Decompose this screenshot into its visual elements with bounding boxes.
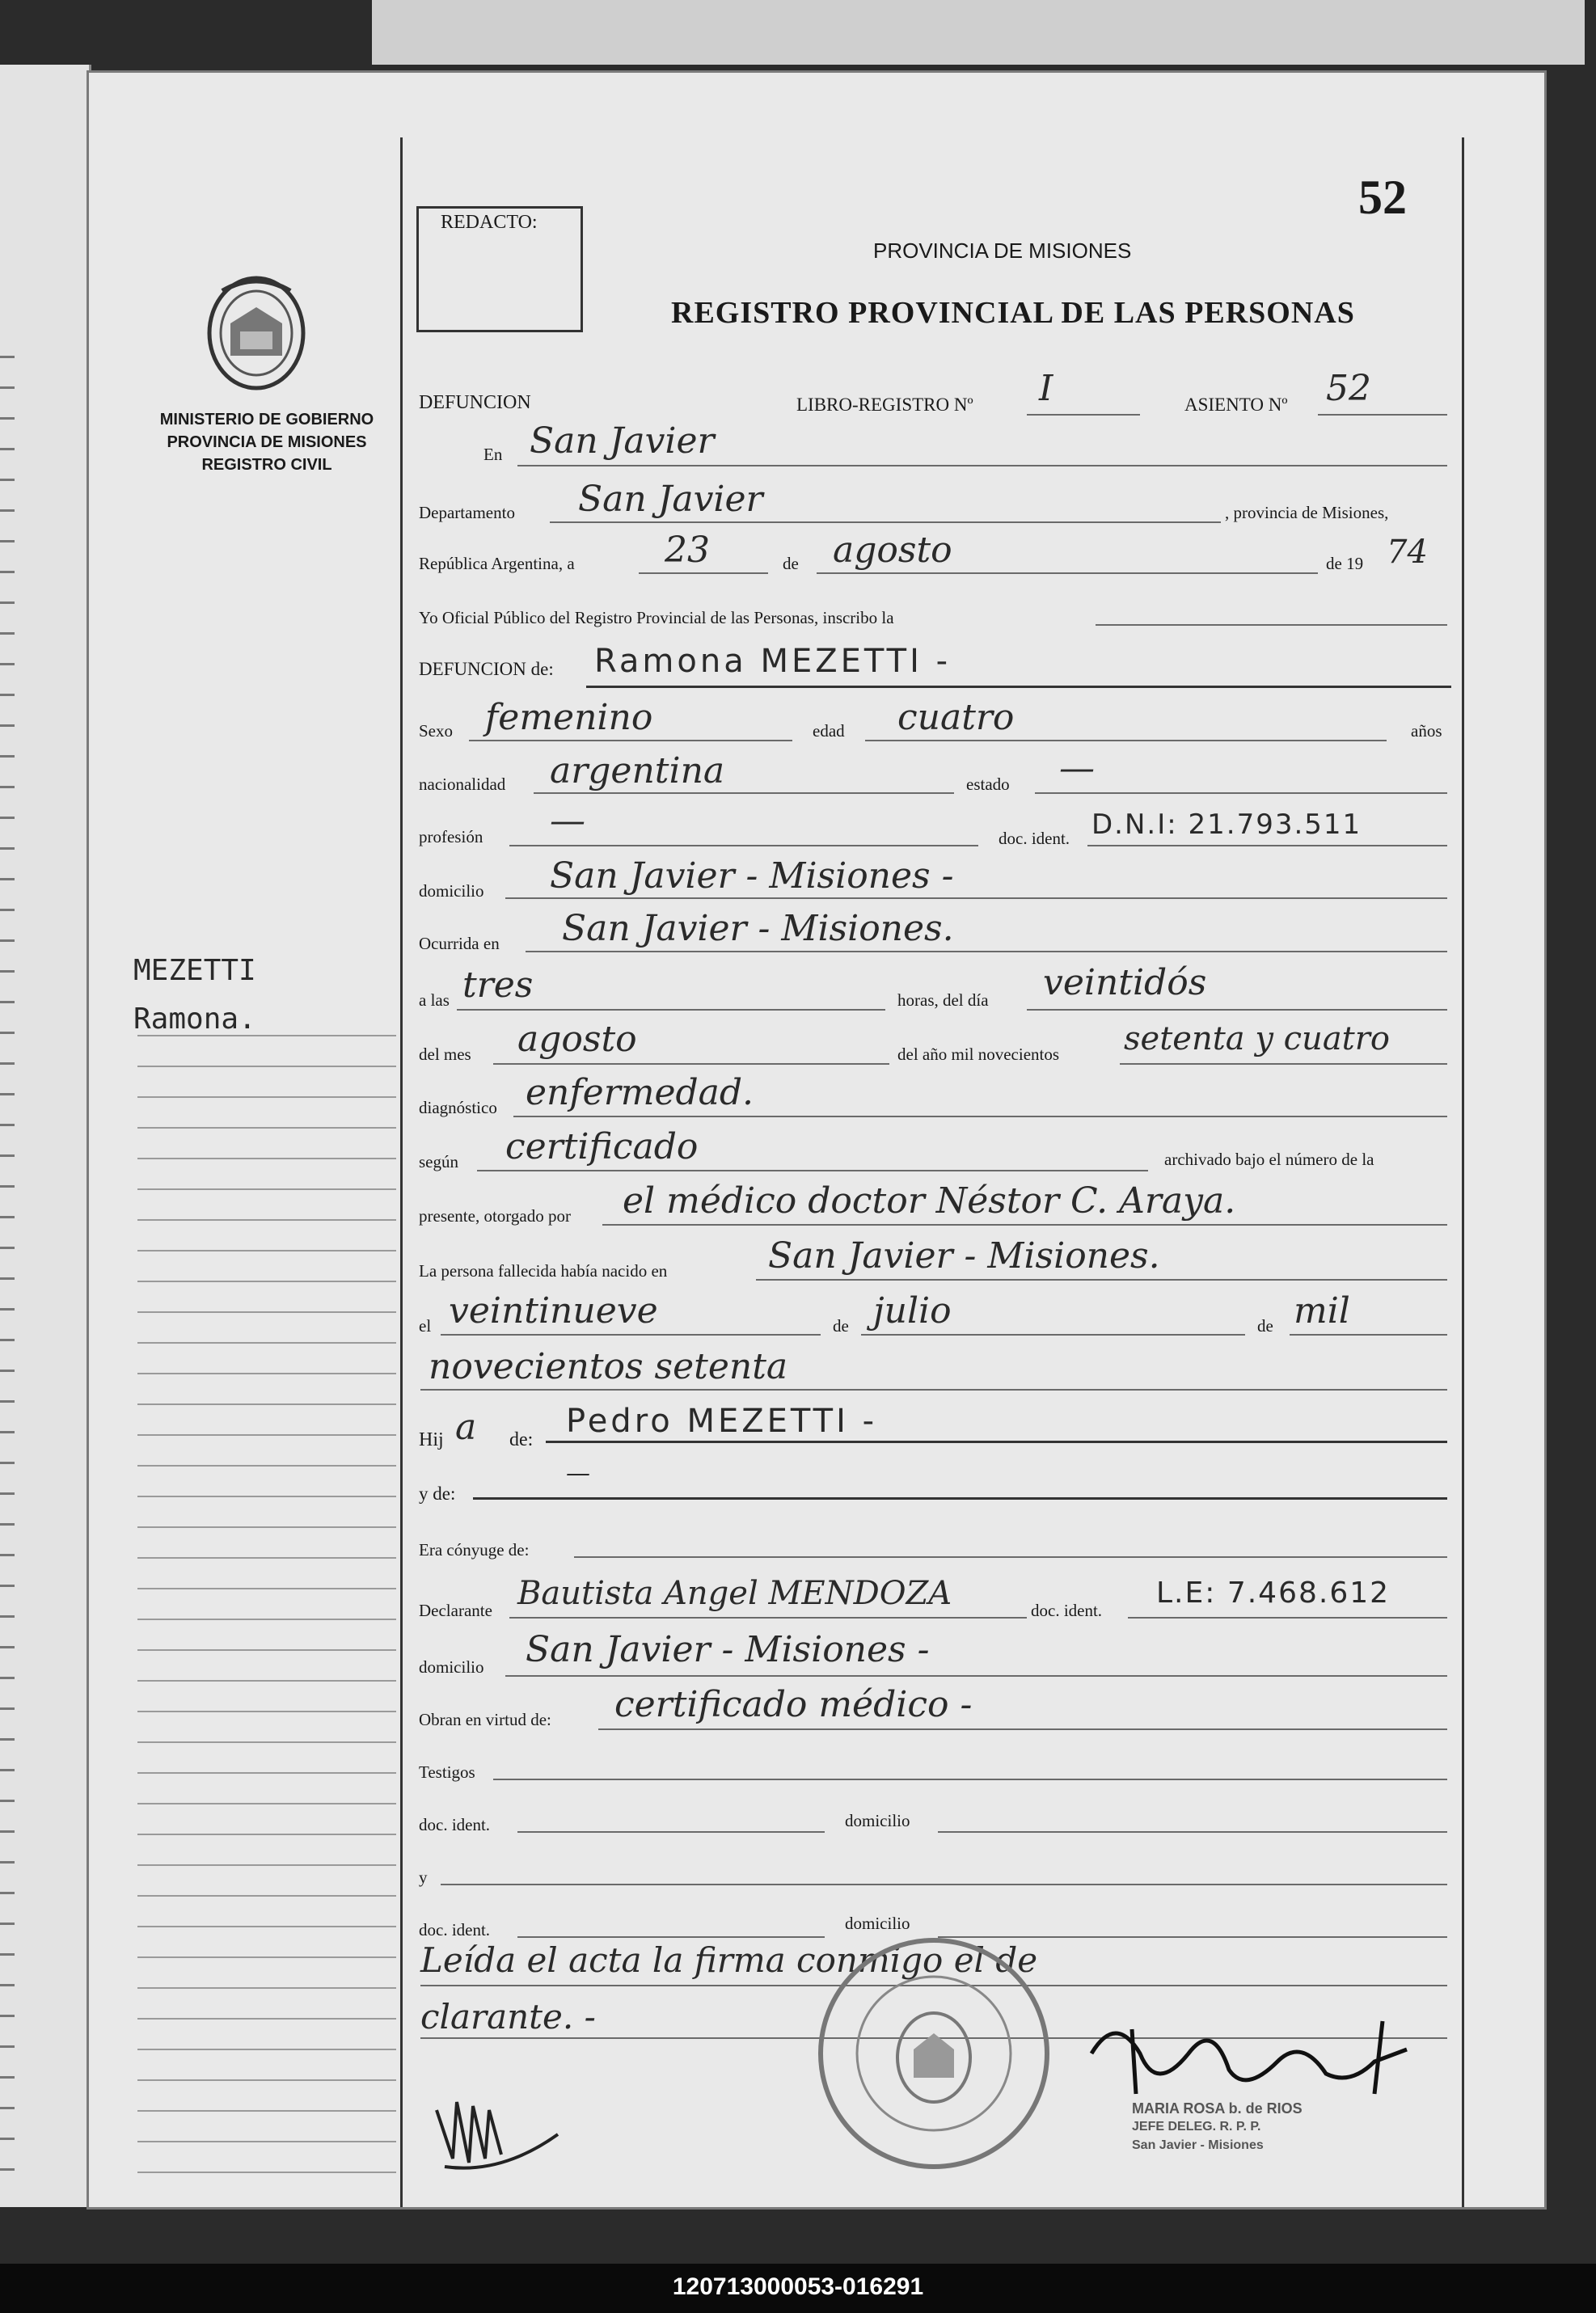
rule xyxy=(1027,414,1140,416)
previous-page-ruled-line xyxy=(0,878,15,880)
previous-page-ruled-line xyxy=(0,1216,15,1218)
profesion-value: — xyxy=(550,800,585,842)
official-title-caption: JEFE DELEG. R. P. P. xyxy=(1132,2120,1261,2134)
stub-ruled-line xyxy=(137,1219,396,1221)
nac-mes-value: julio xyxy=(873,1290,952,1332)
rule xyxy=(865,740,1387,741)
sexo-value: femenino xyxy=(485,697,653,738)
rule xyxy=(817,572,1318,574)
rule xyxy=(861,1334,1245,1336)
doc-ident-value: D.N.I: 21.793.511 xyxy=(1091,808,1362,841)
rule xyxy=(756,1279,1447,1281)
previous-page-ruled-line xyxy=(0,817,15,819)
previous-page-ruled-line xyxy=(0,1830,15,1833)
previous-page-ruled-line xyxy=(0,1277,15,1280)
year-prefix-label: de 19 xyxy=(1326,554,1364,573)
rule xyxy=(493,1063,889,1065)
right-margin-line xyxy=(1462,137,1464,2207)
ministry-header xyxy=(137,408,396,476)
testigos-label: Testigos xyxy=(419,1762,475,1782)
stub-ruled-line xyxy=(137,1864,396,1866)
rule xyxy=(586,686,1451,688)
stub-ruled-line xyxy=(137,1926,396,1927)
hij-suffix-value: a xyxy=(455,1407,477,1448)
testigo2-doc-label: doc. ident. xyxy=(419,1920,491,1939)
previous-page-ruled-line xyxy=(0,1523,15,1526)
rule xyxy=(1035,792,1447,794)
declarante-doc-label: doc. ident. xyxy=(1031,1601,1103,1620)
previous-page-ruled-line xyxy=(0,1769,15,1771)
previous-page-ruled-line xyxy=(0,448,15,450)
declarante-domicilio-value: San Javier - Misiones - xyxy=(526,1629,930,1670)
rule xyxy=(509,1617,1027,1619)
previous-page-ruled-line xyxy=(0,847,15,850)
stub-given-name: Ramona. xyxy=(133,1002,256,1036)
previous-page-ruled-line xyxy=(0,1554,15,1556)
rule xyxy=(574,1556,1447,1558)
image-id-caption: 120713000053-016291 xyxy=(672,2273,924,2300)
previous-page-ruled-line xyxy=(0,1615,15,1618)
previous-page-ruled-line xyxy=(0,1308,15,1311)
stub-ruled-line xyxy=(137,2110,396,2112)
rule xyxy=(505,1675,1447,1677)
official-location-caption: San Javier - Misiones xyxy=(1132,2138,1264,2152)
stub-ruled-line xyxy=(137,1680,396,1682)
previous-page-ruled-line xyxy=(0,1677,15,1679)
stub-ruled-line xyxy=(137,1557,396,1559)
previous-page-ruled-line xyxy=(0,386,15,389)
conyuge-label: Era cónyuge de: xyxy=(419,1540,530,1560)
previous-page-ruled-line xyxy=(0,1953,15,1956)
previous-page-ruled-line xyxy=(0,970,15,973)
libro-value: I xyxy=(1039,368,1053,409)
previous-page-ruled-line xyxy=(0,601,15,604)
estado-value: — xyxy=(1059,748,1095,789)
nacido-en-value: San Javier - Misiones. xyxy=(768,1235,1160,1277)
stub-ruled-line xyxy=(137,1066,396,1067)
archivado-label: archivado bajo el número de la xyxy=(1164,1150,1374,1169)
ocurrida-label: Ocurrida en xyxy=(419,934,500,953)
previous-page-ruled-line xyxy=(0,1738,15,1741)
stub-ruled-line xyxy=(137,1772,396,1774)
stub-ruled-line xyxy=(137,2172,396,2173)
stub-ruled-line xyxy=(137,1342,396,1344)
departamento-value: San Javier xyxy=(578,479,763,520)
profesion-label: profesión xyxy=(419,827,483,846)
previous-page-ruled-line xyxy=(0,571,15,573)
rule xyxy=(639,572,768,574)
madre-value: — xyxy=(566,1459,590,1488)
ano-value: 74 xyxy=(1387,534,1428,571)
declarante-label: Declarante xyxy=(419,1601,492,1620)
previous-page-ruled-line xyxy=(0,939,15,942)
previous-page-ruled-line xyxy=(0,356,15,358)
previous-page-ruled-line xyxy=(0,1585,15,1587)
previous-page-ruled-line xyxy=(0,663,15,665)
previous-page-ruled-line xyxy=(0,1923,15,1925)
redacto-label: REDACTO: xyxy=(441,212,538,233)
el-label: el xyxy=(419,1316,432,1336)
previous-page-ruled-line xyxy=(0,2015,15,2017)
rule xyxy=(517,465,1447,466)
rule xyxy=(477,1170,1148,1171)
rule xyxy=(420,1389,1447,1391)
presente-label: presente, otorgado por xyxy=(419,1206,571,1226)
civil-registry-line: REGISTRO CIVIL xyxy=(201,456,332,474)
nac-dia-value: veintinueve xyxy=(449,1290,658,1332)
dia-value: 23 xyxy=(665,530,710,571)
stub-ruled-line xyxy=(137,1281,396,1282)
previous-page-ruled-line xyxy=(0,1339,15,1341)
previous-page-ruled-line xyxy=(0,1707,15,1710)
stub-ruled-line xyxy=(137,1803,396,1804)
stub-ruled-line xyxy=(137,1434,396,1436)
nombre-value: Ramona MEZETTI - xyxy=(594,643,952,680)
previous-page-ruled-line xyxy=(0,2138,15,2140)
stub-ruled-line xyxy=(137,1127,396,1129)
rule xyxy=(598,1728,1447,1730)
stub-ruled-line xyxy=(137,1158,396,1159)
sexo-label: Sexo xyxy=(419,721,453,741)
stub-ruled-line xyxy=(137,1711,396,1712)
previous-page-ruled-line xyxy=(0,1247,15,1249)
stub-ruled-line xyxy=(137,1250,396,1251)
rule xyxy=(1290,1334,1447,1336)
previous-page-ruled-line xyxy=(0,1001,15,1003)
diagnostico-label: diagnóstico xyxy=(419,1098,497,1117)
rule xyxy=(546,1441,1447,1443)
stub-ruled-line xyxy=(137,1649,396,1651)
province-title: PROVINCIA DE MISIONES xyxy=(873,238,1132,263)
anos-label: años xyxy=(1411,721,1442,741)
previous-page-ruled-line xyxy=(0,1462,15,1464)
testigo2-domicilio-label: domicilio xyxy=(845,1914,910,1933)
stub-ruled-line xyxy=(137,2141,396,2142)
stub-ruled-line xyxy=(137,1188,396,1190)
hij-label: Hij xyxy=(419,1429,444,1450)
stub-ruled-line xyxy=(137,1956,396,1958)
mes-texto-value: agosto xyxy=(517,1019,637,1060)
previous-page-ruled-line xyxy=(0,1400,15,1403)
testigo-doc-label: doc. ident. xyxy=(419,1815,491,1834)
stub-ruled-line xyxy=(137,1465,396,1467)
ministry-line: MINISTERIO DE GOBIERNO xyxy=(159,411,374,428)
stub-ruled-line xyxy=(137,1373,396,1374)
registry-title: REGISTRO PROVINCIAL DE LAS PERSONAS xyxy=(671,296,1355,330)
defuncion-de-label: DEFUNCION de: xyxy=(419,659,554,679)
previous-page-ruled-line xyxy=(0,694,15,696)
rule xyxy=(517,1936,825,1938)
rule xyxy=(509,845,978,846)
previous-page-ruled-line xyxy=(0,1984,15,1986)
del-mes-label: del mes xyxy=(419,1045,471,1064)
previous-page-ruled-line xyxy=(0,1370,15,1372)
rule xyxy=(1087,845,1447,846)
de-label: de xyxy=(783,554,799,573)
y-label: y xyxy=(419,1868,428,1887)
stub-divider xyxy=(400,137,403,2207)
padre-value: Pedro MEZETTI - xyxy=(566,1403,878,1440)
rule xyxy=(602,1224,1447,1226)
nacido-label: La persona fallecida había nacido en xyxy=(419,1261,668,1281)
previous-page-ruled-line xyxy=(0,1093,15,1095)
rule xyxy=(513,1116,1447,1117)
declarante-value: Bautista Angel MENDOZA xyxy=(517,1575,952,1612)
provincia-label: , provincia de Misiones, xyxy=(1225,503,1389,522)
stub-ruled-line xyxy=(137,1987,396,1989)
leida-line-2: clarante. - xyxy=(420,1997,596,2037)
testigo-domicilio-label: domicilio xyxy=(845,1811,910,1830)
departamento-label: Departamento xyxy=(419,503,515,522)
domicilio-value: San Javier - Misiones - xyxy=(550,855,954,897)
previous-page-ruled-line xyxy=(0,540,15,542)
stub-surname: MEZETTI xyxy=(133,954,256,987)
stub-ruled-line xyxy=(137,1834,396,1835)
stub-ruled-line xyxy=(137,1741,396,1743)
estado-label: estado xyxy=(966,775,1010,794)
rule xyxy=(938,1831,1447,1833)
mes-value: agosto xyxy=(833,530,952,571)
book-top-edge xyxy=(372,0,1585,65)
rule xyxy=(1027,1009,1447,1011)
oficial-statement: Yo Oficial Público del Registro Provincial de las Personas, inscribo la xyxy=(419,608,894,627)
otorgado-value: el médico doctor Néstor C. Araya. xyxy=(623,1180,1236,1222)
leida-line-1: Leída el acta la firma conmigo el de xyxy=(420,1940,1038,1980)
rule xyxy=(526,951,1447,952)
previous-page-ruled-line xyxy=(0,1032,15,1034)
declarante-doc-value: L.E: 7.468.612 xyxy=(1156,1576,1391,1610)
previous-page-ruled-line xyxy=(0,909,15,911)
nacionalidad-value: argentina xyxy=(550,750,725,791)
previous-page-ruled-line xyxy=(0,2107,15,2109)
libro-label: LIBRO-REGISTRO Nº xyxy=(796,395,973,415)
rule xyxy=(493,1779,1447,1780)
previous-page-ruled-line xyxy=(0,1431,15,1433)
a-las-label: a las xyxy=(419,990,450,1010)
stub-ruled-line xyxy=(137,1496,396,1497)
previous-page-ruled-line xyxy=(0,1124,15,1126)
diagnostico-value: enfermedad. xyxy=(526,1072,754,1113)
province-line: PROVINCIA DE MISIONES xyxy=(167,433,367,451)
previous-page-ruled-line xyxy=(0,2045,15,2048)
previous-page-ruled-line xyxy=(0,1154,15,1157)
page-number: 52 xyxy=(1358,171,1407,224)
y-de-label: y de: xyxy=(419,1484,456,1504)
previous-page-ruled-line xyxy=(0,1892,15,1894)
previous-page-ruled-line xyxy=(0,2168,15,2171)
nac-ano-value-1: mil xyxy=(1294,1290,1350,1332)
horas-label: horas, del día xyxy=(897,990,989,1010)
previous-page-ruled-line xyxy=(0,1646,15,1648)
nac-ano-value-2: novecientos setenta xyxy=(429,1346,788,1387)
defuncion-heading: DEFUNCION xyxy=(419,392,531,413)
asiento-value: 52 xyxy=(1326,368,1371,409)
dia-texto-value: veintidós xyxy=(1043,962,1207,1003)
rule xyxy=(1128,1617,1447,1619)
rule xyxy=(550,521,1221,523)
segun-label: según xyxy=(419,1152,458,1171)
nacionalidad-label: nacionalidad xyxy=(419,775,506,794)
declarant-signature xyxy=(429,2086,574,2175)
rule xyxy=(441,1884,1447,1885)
segun-value: certificado xyxy=(505,1126,699,1167)
previous-page-ruled-line xyxy=(0,1185,15,1188)
provincial-emblem-icon xyxy=(198,267,315,396)
edad-value: cuatro xyxy=(897,697,1015,738)
stub-ruled-line xyxy=(137,2079,396,2081)
domicilio-label: domicilio xyxy=(419,881,484,901)
stub-ruled-line xyxy=(137,1526,396,1528)
stub-ruled-line xyxy=(137,2018,396,2020)
previous-page-ruled-line xyxy=(0,1800,15,1802)
official-name-caption: MARIA ROSA b. de RIOS xyxy=(1132,2100,1303,2117)
domicilio-label-2: domicilio xyxy=(419,1657,484,1677)
rule xyxy=(473,1497,1447,1500)
doc-ident-label: doc. ident. xyxy=(999,829,1070,848)
rule xyxy=(469,740,792,741)
del-ano-label: del año mil novecientos xyxy=(897,1045,1060,1064)
hij-de-label: de: xyxy=(509,1429,534,1450)
stub-ruled-line xyxy=(137,1403,396,1405)
republica-label: República Argentina, a xyxy=(419,554,575,573)
previous-page-ruled-line xyxy=(0,724,15,727)
stub-ruled-line xyxy=(137,2049,396,2050)
rule xyxy=(1318,414,1447,416)
edad-label: edad xyxy=(813,721,845,741)
de-end-label: de xyxy=(1257,1316,1273,1336)
en-value: San Javier xyxy=(530,420,715,462)
official-signature xyxy=(1083,2005,1423,2110)
obran-value: certificado médico - xyxy=(614,1684,973,1725)
asiento-label: ASIENTO Nº xyxy=(1184,395,1288,415)
official-seal-stamp xyxy=(809,1928,1059,2179)
previous-page-ruled-line xyxy=(0,1062,15,1065)
previous-page-ruled-line xyxy=(0,417,15,420)
stub-ruled-line xyxy=(137,1619,396,1620)
en-label: En xyxy=(483,445,503,464)
previous-page-ruled-line xyxy=(0,632,15,635)
previous-page-ruled-line xyxy=(0,479,15,481)
stub-ruled-line xyxy=(137,1311,396,1313)
rule xyxy=(1096,624,1447,626)
previous-page-ruled-line xyxy=(0,509,15,512)
rule xyxy=(534,792,954,794)
stub-ruled-line xyxy=(137,1588,396,1589)
previous-page-ruled-line xyxy=(0,786,15,788)
ano-texto-value: setenta y cuatro xyxy=(1124,1020,1390,1057)
previous-page-ruled-line xyxy=(0,755,15,758)
stub-ruled-line xyxy=(137,1895,396,1897)
hora-value: tres xyxy=(462,964,534,1006)
previous-page-ruled-line xyxy=(0,1861,15,1863)
de-mid-label: de xyxy=(833,1316,849,1336)
previous-page-ruled-line xyxy=(0,1492,15,1495)
stub-ruled-line xyxy=(137,1096,396,1098)
rule xyxy=(441,1334,821,1336)
previous-page-ruled-line xyxy=(0,2076,15,2079)
ocurrida-value: San Javier - Misiones. xyxy=(562,908,954,949)
obran-label: Obran en virtud de: xyxy=(419,1710,551,1729)
rule xyxy=(505,897,1447,899)
rule xyxy=(517,1831,825,1833)
rule xyxy=(1120,1063,1447,1065)
rule xyxy=(457,1009,885,1011)
